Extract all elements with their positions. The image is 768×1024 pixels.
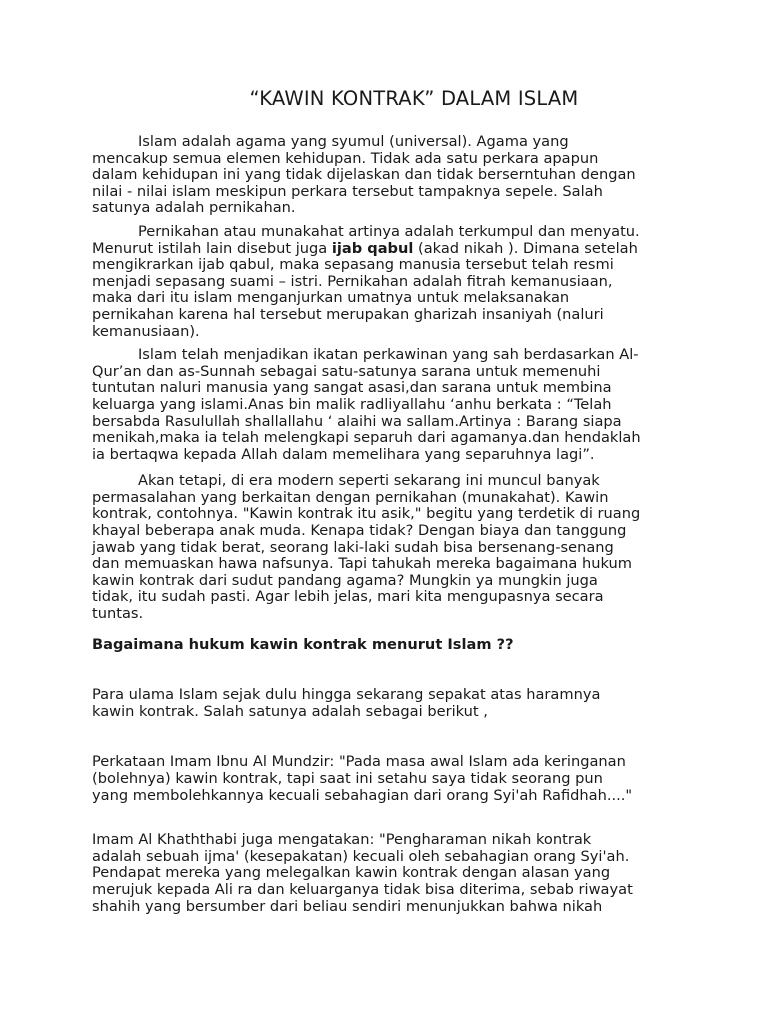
paragraph-pernikahan-text-a: Pernikahan atau munakahat artinya adalah terkumpul dan menyatu. Menurut istilah lain disebut juga	[92, 222, 640, 257]
document-title: “KAWIN KONTRAK” DALAM ISLAM	[249, 87, 579, 110]
paragraph-ibnu-mundzir: Perkataan Imam Ibnu Al Mundzir: "Pada masa awal Islam ada keringanan (bolehnya) kawin kontrak, tapi saat ini setahu saya tidak seorang pun yang membolehkannya kecuali sebahagian dari orang Syi'ah Rafidhah...."	[92, 753, 633, 804]
paragraph-era-modern: Akan tetapi, di era modern seperti sekarang ini muncul banyak permasalahan yang berkaitan dengan pernikahan (munakahat). Kawin kontrak, contohnya. "Kawin kontrak itu asik," begitu yang terdetik di ruang khayal beberapa anak muda. Kenapa tidak? Dengan biaya dan tanggung jawab yang tidak berat, seorang laki-laki sudah bisa bersenang-senang dan memuaskan hawa nafsunya. Tapi tahukah mereka bagaimana hukum kawin kontrak dari sudut pandang agama? Mungkin ya mungkin juga tidak, itu sudah pasti. Agar lebih jelas, mari kita mengupasnya secara tuntas.	[92, 472, 641, 623]
ijab-qabul-bold: ijab qabul	[331, 239, 414, 257]
paragraph-pernikahan-text-b: (akad nikah ). Dimana setelah mengikrarkan ijab qabul, maka sepasang manusia tersebut telah resmi menjadi sepasang suami – istri. Pernikahan adalah fitrah kemanusiaan, maka dari itu islam menganjurkan umatnya untuk melaksanakan pernikahan karena hal tersebut merupakan gharizah insaniyah (naluri kemanusiaan).	[92, 239, 638, 340]
section-heading: Bagaimana hukum kawin kontrak menurut Islam ??	[92, 635, 514, 653]
paragraph-khaththabi: Imam Al Khaththabi juga mengatakan: "Pengharaman nikah kontrak adalah sebuah ijma' (kesepakatan) kecuali oleh sebahagian orang Syi'ah. Pendapat mereka yang melegalkan kawin kontrak dengan alasan yang merujuk kepada Ali ra dan keluarganya tidak bisa diterima, sebab riwayat shahih yang bersumber dari beliau sendiri menunjukkan bahwa nikah	[92, 831, 633, 915]
document-body	[92, 134, 682, 915]
paragraph-intro: Islam adalah agama yang syumul (universal). Agama yang mencakup semua elemen kehidupan. Tidak ada satu perkara apapun dalam kehidupan ini yang tidak dijelaskan dan tidak berserntuhan dengan nilai - nilai islam meskipun perkara tersebut tampaknya sepele. Salah satunya adalah pernikahan.	[92, 133, 636, 217]
paragraph-ikatan: Islam telah menjadikan ikatan perkawinan yang sah berdasarkan Al- Qur’an dan as-Sunnah sebagai satu-satunya sarana untuk memenuhi tuntutan naluri manusia yang sangat asasi,dan sarana untuk membina keluarga yang islami.Anas bin malik radliyallahu ‘anhu berkata : “Telah bersabda Rasulullah shallallahu ‘ alaihi wa sallam.Artinya : Barang siapa menikah,maka ia telah melengkapi separuh dari agamanya.dan hendaklah ia bertaqwa kepada Allah dalam memelihara yang separuhnya lagi”.	[92, 346, 641, 463]
paragraph-ulama: Para ulama Islam sejak dulu hingga sekarang sepakat atas haramnya kawin kontrak. Salah satunya adalah sebagai berikut ,	[92, 686, 601, 720]
paragraph-pernikahan	[92, 224, 682, 340]
